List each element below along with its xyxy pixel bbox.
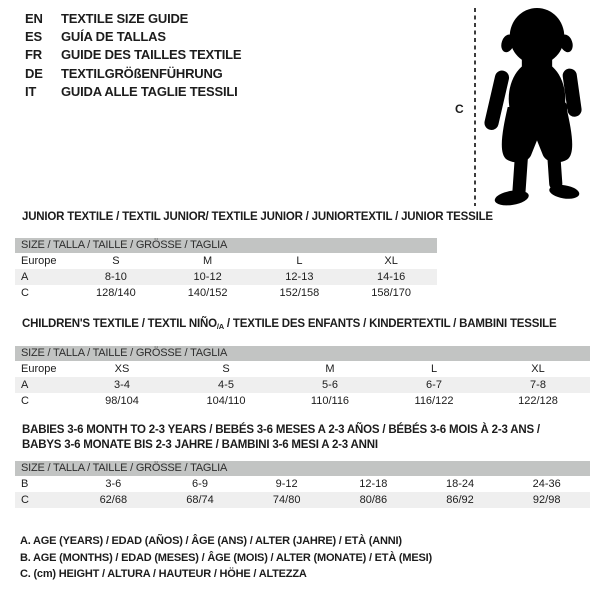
language-code: IT [25, 84, 37, 100]
table-header-bar: SIZE / TALLA / TAILLE / GRÖSSE / TAGLIA [15, 238, 437, 253]
toddler-silhouette [483, 6, 591, 208]
table-header-bar: SIZE / TALLA / TAILLE / GRÖSSE / TAGLIA [15, 346, 590, 361]
table-cell: 92/98 [532, 494, 561, 506]
table-cell: 62/68 [99, 494, 128, 506]
footnote-c: C. (cm) HEIGHT / ALTURA / HAUTEUR / HÖHE / ALTEZZA [20, 568, 307, 580]
table-cell: 86/92 [446, 494, 474, 506]
table-cell: 116/122 [414, 395, 454, 407]
table-cell: 14-16 [377, 271, 406, 283]
footnote-a: A. AGE (YEARS) / EDAD (AÑOS) / ÂGE (ANS) / ALTER (JAHRE) / ETÀ (ANNI) [20, 535, 402, 547]
table-cell: 140/152 [187, 287, 228, 299]
row-label: A [21, 271, 29, 283]
table-cell: 12-18 [359, 478, 388, 490]
table-cell: 98/104 [105, 395, 139, 407]
language-code: FR [25, 47, 42, 63]
section-title-babies [22, 423, 582, 452]
language-row-en [25, 9, 241, 27]
table-cell: M [203, 255, 213, 267]
table-cell: 9-12 [275, 478, 298, 490]
language-code: EN [25, 10, 43, 26]
table-cell: 18-24 [445, 478, 475, 490]
language-row-es [25, 27, 241, 45]
row-label: Europe [21, 255, 57, 267]
table-cell: 3-6 [105, 478, 122, 490]
table-row-age [15, 377, 590, 393]
table-cell: 6-7 [426, 379, 442, 391]
table-cell: 24-36 [532, 478, 561, 490]
language-title: GUIDE DES TAILLES TEXTILE [61, 47, 242, 63]
table-cell: XL [384, 255, 398, 267]
size-table-babies [15, 461, 590, 508]
table-cell: M [325, 363, 335, 375]
language-title: TEXTILGRÖßENFÜHRUNG [61, 65, 223, 81]
language-row-it [25, 83, 241, 101]
table-row-months [15, 476, 590, 492]
row-label: A [21, 379, 29, 391]
table-cell: 122/128 [518, 395, 558, 407]
table-cell: 3-4 [114, 379, 130, 391]
table-row-europe [15, 253, 437, 269]
row-label: Europe [21, 363, 57, 375]
table-cell: 10-12 [193, 271, 222, 283]
table-header-bar: SIZE / TALLA / TAILLE / GRÖSSE / TAGLIA [15, 461, 590, 476]
language-row-fr [25, 46, 241, 64]
table-cell: 158/170 [371, 287, 411, 299]
size-table-children [15, 346, 590, 409]
section-title-junior: JUNIOR TEXTILE / TEXTIL JUNIOR/ TEXTILE JUNIOR / JUNIORTEXTIL / JUNIOR TESSILE [22, 211, 493, 223]
row-label: C [21, 395, 29, 407]
table-cell: 8-10 [104, 271, 127, 283]
table-row-height [15, 393, 590, 409]
table-row-europe [15, 361, 590, 377]
table-row-age [15, 269, 437, 285]
height-measure-dashed-line [474, 8, 476, 206]
table-cell: S [222, 363, 230, 375]
language-code: ES [25, 29, 42, 45]
section-title-babies-line2: BABYS 3-6 MONATE BIS 2-3 JAHRE / BAMBINI 3-6 MESI A 2-3 ANNI [22, 438, 378, 451]
table-cell: 6-9 [192, 478, 208, 490]
section-title-children [22, 318, 556, 331]
row-label: B [21, 478, 29, 490]
table-row-height [15, 285, 437, 301]
table-cell: 4-5 [218, 379, 234, 391]
table-cell: 12-13 [285, 271, 314, 283]
footnote-b: B. AGE (MONTHS) / EDAD (MESES) / ÂGE (MOIS) / ALTER (MONATE) / ETÀ (MESI) [20, 551, 432, 564]
row-label: C [21, 287, 29, 299]
table-cell: L [296, 255, 303, 267]
table-cell: 5-6 [322, 379, 338, 391]
table-cell: 7-8 [530, 379, 546, 391]
row-label: C [21, 494, 29, 506]
table-cell: L [430, 363, 438, 375]
table-cell: XS [114, 363, 130, 375]
language-row-de [25, 64, 241, 82]
language-title: GUÍA DE TALLAS [61, 29, 166, 45]
language-title: TEXTILE SIZE GUIDE [61, 10, 189, 26]
section-title-children-post: / TEXTILE DES ENFANTS / KINDERTEXTIL / BAMBINI TESSILE [223, 318, 557, 330]
table-cell: 80/86 [359, 494, 388, 506]
table-row-height [15, 492, 590, 508]
table-cell: 68/74 [186, 494, 214, 506]
section-title-babies-line1: BABIES 3-6 MONTH TO 2-3 YEARS / BEBÉS 3-6 MESES A 2-3 AÑOS / BÉBÉS 3-6 MOIS À 2-3 ANS / [22, 424, 540, 436]
language-title: GUIDA ALLE TAGLIE TESSILI [61, 84, 238, 100]
footnote-legend [20, 533, 432, 583]
section-title-children-subscript: /A [216, 322, 224, 331]
table-cell: XL [531, 363, 545, 375]
table-cell: S [112, 255, 120, 267]
table-cell: 74/80 [272, 494, 301, 506]
size-table-junior [15, 238, 437, 301]
table-cell: 104/110 [206, 395, 246, 407]
table-cell: 110/116 [310, 395, 350, 407]
language-title-list [25, 9, 241, 101]
section-title-children-pre: CHILDREN'S TEXTILE / TEXTIL NIÑO [22, 318, 217, 330]
table-cell: 128/140 [95, 287, 136, 299]
language-code: DE [25, 65, 43, 81]
measure-label-c: C [455, 102, 464, 116]
table-cell: 152/158 [279, 287, 320, 299]
